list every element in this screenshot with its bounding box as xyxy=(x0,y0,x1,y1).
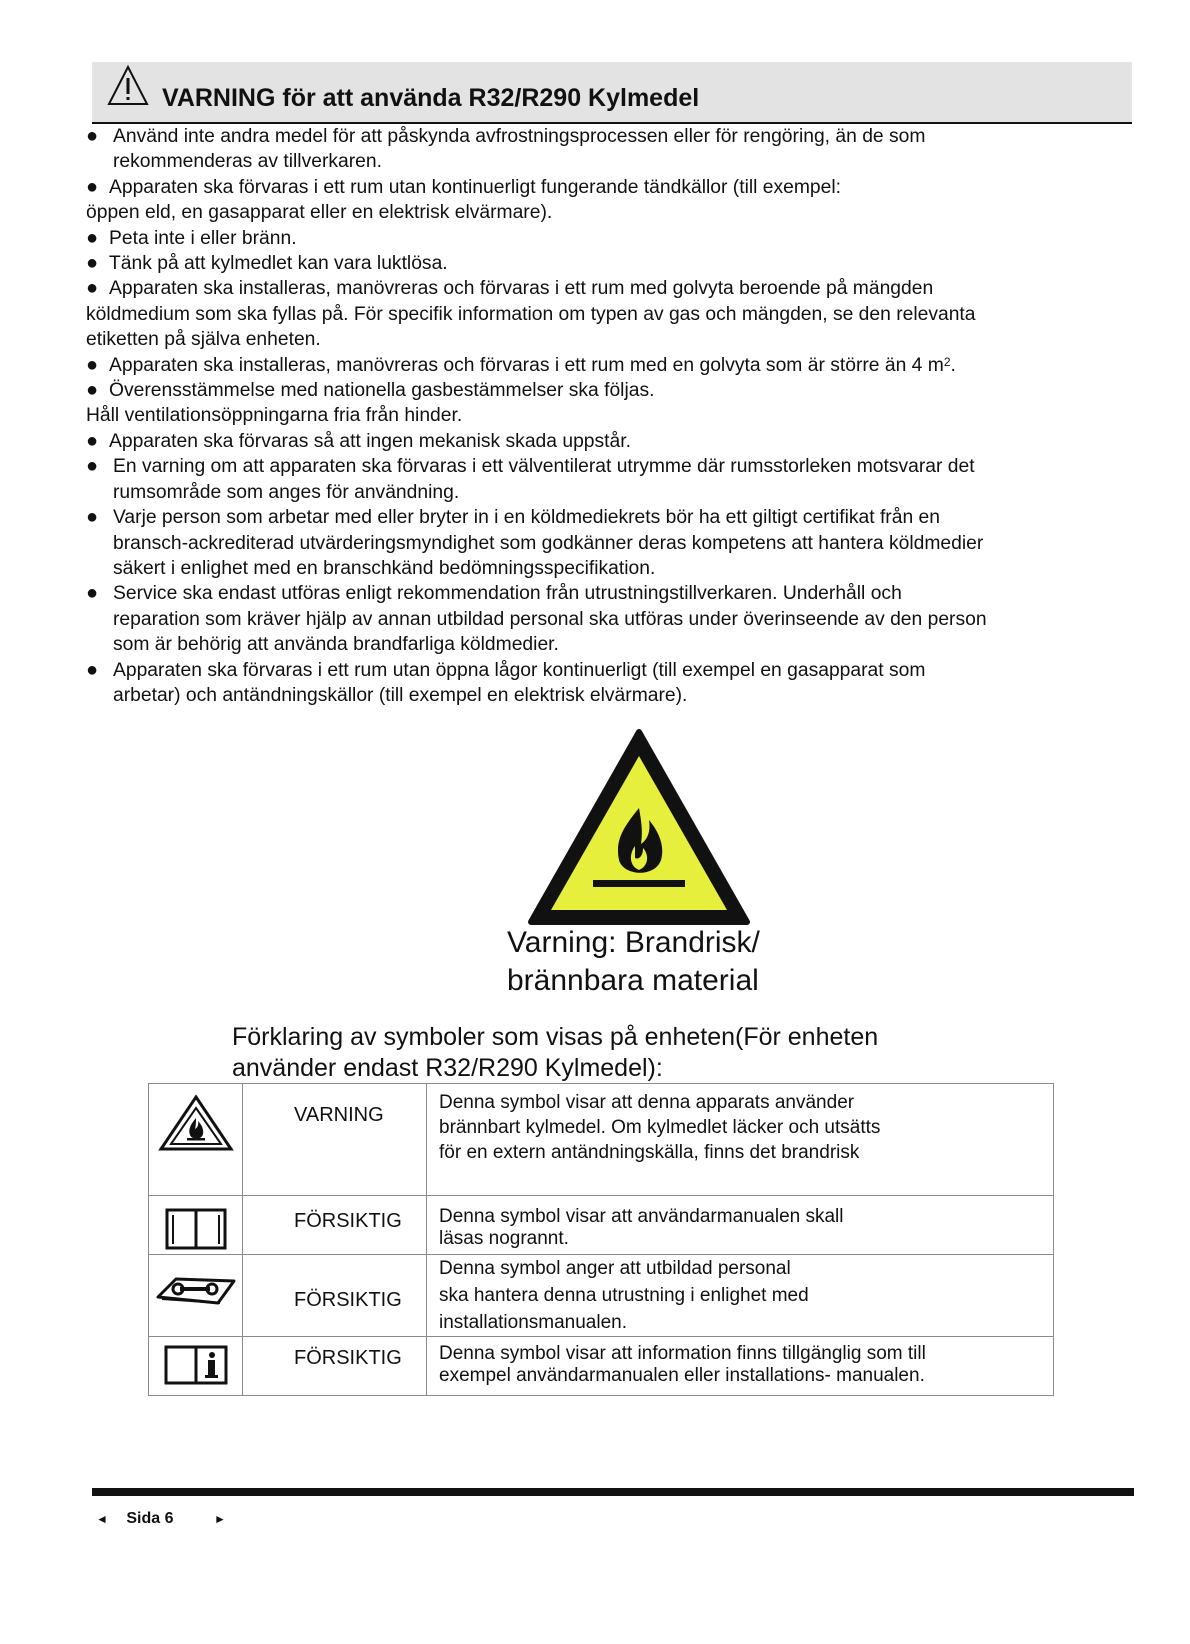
list-item: ● Apparaten ska förvaras så att ingen mekanisk skada uppstår. xyxy=(86,429,1116,454)
prev-page-arrow-icon[interactable]: ◄ xyxy=(96,1512,108,1526)
table-row xyxy=(149,1196,1054,1255)
bullet-icon: ● xyxy=(86,277,99,300)
list-item: ● Överensstämmelse med nationella gasbestämmelser ska följas. xyxy=(86,378,1116,403)
info-manual-icon xyxy=(162,1343,230,1387)
bullet-icon: ● xyxy=(86,252,99,275)
table-row xyxy=(149,1084,1054,1196)
symbol-description: Denna symbol visar att användarmanualen skall läsas nogrannt. xyxy=(439,1206,844,1249)
list-item: ● Service ska endast utföras enligt rekommendation från utrustningstillverkaren. Underhåll och reparation som kräver hjälp av annan utbildad personal ska utföras under överinseende av den person som är behörig att använda brandfarliga köldmedier. xyxy=(86,582,987,656)
bullet-icon: ● xyxy=(86,506,99,529)
bullet-icon: ● xyxy=(86,582,99,605)
service-manual-wrench-icon xyxy=(154,1269,238,1309)
bullet-icon: ● xyxy=(86,455,99,478)
bullet-icon: ● xyxy=(86,125,99,147)
bullet-icon: ● xyxy=(86,429,99,452)
flammable-warning-sign-icon xyxy=(527,728,751,928)
flammable-triangle-icon xyxy=(158,1094,234,1152)
list-item: ● Apparaten ska förvaras i ett rum utan kontinuerligt fungerande tändkällor (till exempel: öppen eld, en gasapparat eller en elektrisk elvärmare). xyxy=(86,175,842,224)
bullet-icon: ● xyxy=(86,379,99,402)
list-item: ● Varje person som arbetar med eller bryter in i en köldmediekrets bör ha ett giltigt certifikat från en bransch-ackrediterad utvärderingsmyndighet som godkänner deras kompetens att hantera köldmedier säkert i enlighet med en branschkänd bedömningsspecifikation. xyxy=(86,506,984,579)
symbol-label: FÖRSIKTIG xyxy=(294,1210,402,1232)
bullet-icon: ● xyxy=(86,353,99,376)
list-item: ● Apparaten ska installeras, manövreras och förvaras i ett rum med golvyta beroende på mängden köldmedium som ska fyllas på. För specifik information om typen av gas och mängden, se den relevanta etiketten på själva enheten. xyxy=(86,277,976,351)
list-item: Håll ventilationsöppningarna fria från hinder. xyxy=(86,405,463,427)
symbol-description: Denna symbol anger att utbildad personal ska hantera denna utrustning i enlighet med installationsmanualen. xyxy=(439,1258,809,1333)
table-row xyxy=(149,1255,1054,1337)
warning-header xyxy=(92,62,1132,124)
warning-triangle-icon xyxy=(106,64,150,108)
next-page-arrow-icon[interactable]: ► xyxy=(213,1512,226,1526)
list-item: ● Använd inte andra medel för att påskynda avfrostningsprocessen eller för rengöring, än de som rekommenderas av tillverkaren. xyxy=(86,125,926,173)
list-item: ● Apparaten ska installeras, manövreras och förvaras i ett rum med en golvyta som är större än 4 $m^2$. xyxy=(86,353,1116,378)
page-number: Sida 6 xyxy=(126,1510,174,1527)
bullet-icon: ● xyxy=(86,658,99,681)
manual-book-icon xyxy=(163,1206,229,1252)
warning-bullet-list xyxy=(86,124,1116,708)
symbol-label: FÖRSIKTIG xyxy=(294,1289,402,1311)
fire-warning-caption: Varning: Brandrisk/ brännbara material xyxy=(507,926,760,997)
list-item: ● En varning om att apparaten ska förvaras i ett välventilerat utrymme där rumsstorleken motsvarar det rumsområde som anges för användning. xyxy=(86,455,975,503)
page-footer xyxy=(96,1510,226,1528)
header-title: VARNING för att använda R32/R290 Kylmedel xyxy=(162,84,700,112)
bullet-icon: ● xyxy=(86,226,99,249)
symbol-label: FÖRSIKTIG xyxy=(294,1347,402,1369)
list-item: ● Tänk på att kylmedlet kan vara luktlösa. xyxy=(86,251,1116,276)
list-item: ● Apparaten ska förvaras i ett rum utan öppna lågor kontinuerligt (till exempel en gasapparat som arbetar) och antändningskällor (till exempel en elektrisk elvärmare). xyxy=(86,658,926,706)
symbol-description: Denna symbol visar att denna apparats använder brännbart kylmedel. Om kylmedlet läcker och utsätts för en extern antändningskälla, finns det brandrisk xyxy=(439,1092,881,1163)
symbol-label: VARNING xyxy=(294,1104,384,1126)
footer-rule xyxy=(92,1488,1134,1496)
symbol-table xyxy=(148,1083,1054,1396)
bullet-icon: ● xyxy=(86,175,99,198)
list-item: ● Peta inte i eller bränn. xyxy=(86,226,1116,251)
table-row xyxy=(149,1337,1054,1396)
symbol-description: Denna symbol visar att information finns tillgänglig som till exempel användarmanualen eller installations- manualen. xyxy=(439,1343,926,1386)
symbol-legend-title: Förklaring av symboler som visas på enheten(För enheten använder endast R32/R290 Kylmedel): xyxy=(232,1023,879,1082)
